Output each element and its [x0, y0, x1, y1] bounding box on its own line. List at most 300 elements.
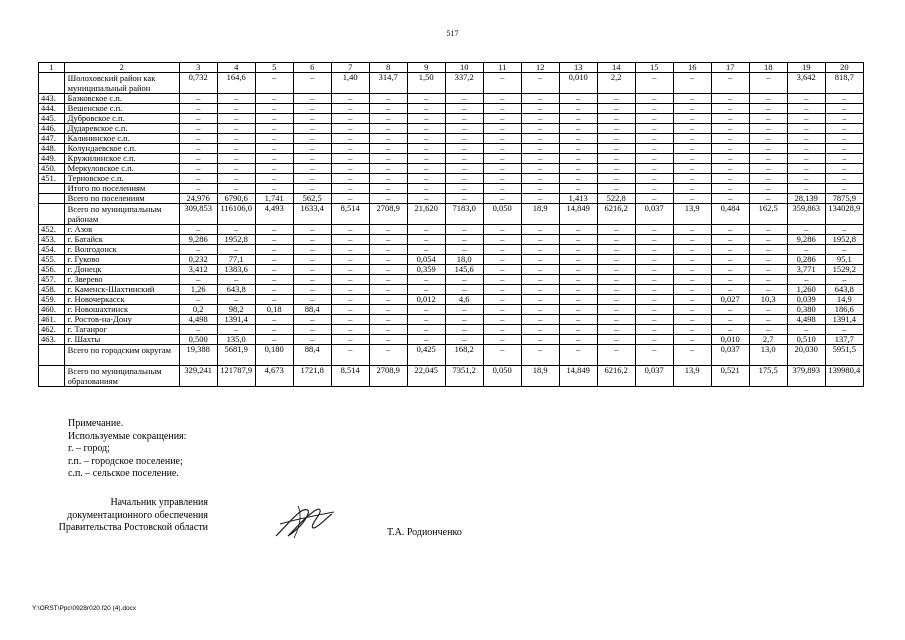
table-cell: –	[521, 194, 559, 204]
table-cell: –	[483, 104, 521, 114]
table-cell: 1383,6	[217, 265, 255, 275]
table-cell: –	[331, 255, 369, 265]
table-cell: –	[255, 174, 293, 184]
row-number	[39, 73, 65, 94]
table-cell: –	[293, 245, 331, 255]
table-cell: –	[597, 144, 635, 154]
table-cell: –	[635, 174, 673, 184]
table-cell: –	[331, 144, 369, 154]
table-cell: –	[559, 225, 597, 235]
table-row	[39, 325, 864, 335]
table-cell: –	[521, 144, 559, 154]
table-cell: –	[597, 265, 635, 275]
table-cell: 0,050	[483, 366, 521, 387]
table-cell: 1,413	[559, 194, 597, 204]
table-cell: –	[521, 285, 559, 295]
table-cell: –	[787, 154, 825, 164]
table-cell: 0,010	[711, 335, 749, 345]
table-cell: –	[331, 225, 369, 235]
table-cell: –	[521, 305, 559, 315]
notes-line: Используемые сокращения:	[68, 430, 187, 442]
table-cell: –	[179, 104, 217, 114]
table-cell: –	[787, 184, 825, 194]
table-cell: –	[407, 184, 445, 194]
table-cell: –	[673, 275, 711, 285]
table-cell: 137,7	[825, 335, 863, 345]
table-cell: –	[673, 285, 711, 295]
table-cell: –	[597, 315, 635, 325]
page-number: 517	[446, 29, 459, 38]
table-row	[39, 345, 864, 366]
table-cell: 18,0	[445, 255, 483, 265]
row-number: 457.	[39, 275, 65, 285]
table-cell: –	[711, 134, 749, 144]
table-cell: –	[483, 73, 521, 94]
table-cell: 1529,2	[825, 265, 863, 275]
table-cell: 0,037	[711, 345, 749, 366]
table-cell: –	[445, 305, 483, 315]
table-cell: –	[787, 245, 825, 255]
table-cell: –	[559, 104, 597, 114]
column-header: 19	[787, 63, 825, 73]
table-cell: –	[369, 295, 407, 305]
table-cell: 8,514	[331, 366, 369, 387]
table-cell: –	[407, 94, 445, 104]
table-row	[39, 335, 864, 345]
row-name: Калининское с.п.	[64, 134, 179, 144]
table-cell: –	[445, 325, 483, 335]
table-cell: 9,286	[787, 235, 825, 245]
row-number: 448.	[39, 144, 65, 154]
table-cell: –	[711, 245, 749, 255]
table-cell: –	[483, 285, 521, 295]
table-cell: 88,4	[293, 345, 331, 366]
table-cell: –	[521, 245, 559, 255]
table-cell: –	[673, 295, 711, 305]
table-cell: –	[369, 235, 407, 245]
row-number	[39, 366, 65, 387]
table-cell: –	[293, 295, 331, 305]
table-cell: –	[445, 104, 483, 114]
table-cell: 116106,0	[217, 204, 255, 225]
table-cell: 134028,9	[825, 204, 863, 225]
table-cell: –	[255, 285, 293, 295]
table-cell: –	[255, 325, 293, 335]
table-cell: –	[711, 305, 749, 315]
table-cell: –	[597, 114, 635, 124]
table-cell: –	[749, 194, 787, 204]
row-name: Терновское с.п.	[64, 174, 179, 184]
table-cell: –	[749, 275, 787, 285]
table-cell: –	[331, 335, 369, 345]
table-cell: –	[483, 154, 521, 164]
table-cell: –	[635, 285, 673, 295]
table-cell: –	[407, 225, 445, 235]
table-cell: –	[445, 114, 483, 124]
table-cell: 643,8	[217, 285, 255, 295]
table-cell: –	[445, 164, 483, 174]
table-cell: –	[749, 285, 787, 295]
table-cell: –	[673, 315, 711, 325]
table-cell: –	[749, 235, 787, 245]
position-line: Начальник управления	[110, 497, 208, 508]
table-cell: –	[711, 194, 749, 204]
table-cell: –	[521, 235, 559, 245]
table-cell: –	[825, 275, 863, 285]
table-cell: –	[825, 144, 863, 154]
row-number	[39, 194, 65, 204]
table-cell: –	[483, 225, 521, 235]
table-cell: –	[255, 144, 293, 154]
table-cell: –	[749, 164, 787, 174]
table-cell: 13,0	[749, 345, 787, 366]
table-cell: –	[787, 275, 825, 285]
table-row	[39, 366, 864, 387]
table-cell: –	[521, 154, 559, 164]
table-cell: –	[407, 335, 445, 345]
table-cell: 1391,4	[825, 315, 863, 325]
table-cell: –	[445, 184, 483, 194]
row-number	[39, 204, 65, 225]
table-cell: –	[635, 265, 673, 275]
table-cell: –	[179, 245, 217, 255]
table-cell: –	[597, 124, 635, 134]
table-cell: 562,5	[293, 194, 331, 204]
table-cell: 1952,8	[217, 235, 255, 245]
table-cell: –	[711, 94, 749, 104]
table-cell: –	[293, 335, 331, 345]
table-cell: –	[217, 164, 255, 174]
table-cell: 5681,9	[217, 345, 255, 366]
column-header: 4	[217, 63, 255, 73]
table-cell: –	[217, 94, 255, 104]
table-cell: 1391,4	[217, 315, 255, 325]
table-cell: 95,1	[825, 255, 863, 265]
row-name: Всего по городским округам	[64, 345, 179, 366]
table-cell: –	[293, 164, 331, 174]
table-cell: –	[711, 124, 749, 134]
table-cell: –	[559, 184, 597, 194]
table-row	[39, 104, 864, 114]
row-name: Меркуловское с.п.	[64, 164, 179, 174]
table-cell: –	[255, 265, 293, 275]
table-cell: 0,510	[787, 335, 825, 345]
table-cell: –	[559, 94, 597, 104]
table-cell: –	[597, 154, 635, 164]
table-cell: –	[217, 325, 255, 335]
table-cell: –	[217, 225, 255, 235]
row-number: 458.	[39, 285, 65, 295]
table-cell: –	[711, 225, 749, 235]
table-cell: –	[673, 164, 711, 174]
table-cell: 19,388	[179, 345, 217, 366]
table-cell: –	[635, 194, 673, 204]
data-table	[38, 62, 864, 387]
table-cell: –	[293, 73, 331, 94]
table-cell: –	[521, 114, 559, 124]
table-cell: –	[635, 73, 673, 94]
table-cell: –	[787, 134, 825, 144]
table-cell: 14,849	[559, 366, 597, 387]
table-cell: –	[749, 134, 787, 144]
table-cell: –	[787, 325, 825, 335]
table-cell: 818,7	[825, 73, 863, 94]
table-cell: –	[597, 275, 635, 285]
table-row	[39, 204, 864, 225]
table-cell: 0,027	[711, 295, 749, 305]
table-cell: –	[825, 134, 863, 144]
table-cell: –	[445, 124, 483, 134]
row-name: г. Донецк	[64, 265, 179, 275]
table-cell: –	[179, 325, 217, 335]
table-cell: –	[331, 265, 369, 275]
table-cell: –	[369, 315, 407, 325]
row-name: Итого по поселениям	[64, 184, 179, 194]
table-cell: 3,412	[179, 265, 217, 275]
table-cell: –	[255, 245, 293, 255]
row-number: 444.	[39, 104, 65, 114]
table-cell: –	[749, 174, 787, 184]
table-cell: –	[635, 154, 673, 164]
table-cell: –	[407, 275, 445, 285]
table-cell: –	[673, 134, 711, 144]
table-cell: –	[673, 225, 711, 235]
table-cell: –	[293, 315, 331, 325]
table-cell: 0,500	[179, 335, 217, 345]
table-cell: –	[749, 73, 787, 94]
table-cell: –	[711, 73, 749, 94]
table-cell: –	[407, 305, 445, 315]
table-cell: –	[559, 325, 597, 335]
column-header: 17	[711, 63, 749, 73]
table-cell: –	[331, 174, 369, 184]
table-cell: –	[369, 104, 407, 114]
table-row	[39, 134, 864, 144]
column-header: 18	[749, 63, 787, 73]
table-cell: 0,037	[635, 366, 673, 387]
table-cell: –	[635, 94, 673, 104]
table-cell: –	[559, 124, 597, 134]
table-cell: –	[179, 134, 217, 144]
table-cell: –	[635, 335, 673, 345]
table-cell: –	[711, 265, 749, 275]
table-cell: –	[711, 285, 749, 295]
table-cell: –	[255, 94, 293, 104]
table-row	[39, 114, 864, 124]
table-cell: 1,260	[787, 285, 825, 295]
table-cell: –	[635, 325, 673, 335]
table-cell: –	[255, 335, 293, 345]
table-cell: 643,8	[825, 285, 863, 295]
row-name: г. Ростов-на-Дону	[64, 315, 179, 325]
table-cell: –	[369, 345, 407, 366]
row-number: 445.	[39, 114, 65, 124]
table-cell: 522,8	[597, 194, 635, 204]
table-cell: 1633,4	[293, 204, 331, 225]
row-number: 446.	[39, 124, 65, 134]
table-cell: 7183,0	[445, 204, 483, 225]
table-cell: –	[369, 305, 407, 315]
table-cell: –	[179, 275, 217, 285]
column-header: 12	[521, 63, 559, 73]
table-cell: –	[711, 235, 749, 245]
table-cell: –	[597, 335, 635, 345]
table-cell: 2708,9	[369, 204, 407, 225]
table-cell: –	[407, 154, 445, 164]
table-cell: –	[217, 134, 255, 144]
table-cell: –	[749, 305, 787, 315]
table-cell: –	[559, 315, 597, 325]
row-name: г. Гуково	[64, 255, 179, 265]
table-cell: 4,6	[445, 295, 483, 305]
table-cell: –	[673, 174, 711, 184]
table-row	[39, 194, 864, 204]
table-cell: –	[673, 184, 711, 194]
column-header: 11	[483, 63, 521, 73]
table-cell: –	[293, 235, 331, 245]
table-cell: –	[217, 144, 255, 154]
table-cell: 0,18	[255, 305, 293, 315]
table-cell: –	[483, 305, 521, 315]
table-cell: –	[749, 325, 787, 335]
table-cell: 359,863	[787, 204, 825, 225]
table-cell: –	[445, 275, 483, 285]
table-cell: –	[597, 305, 635, 315]
table-cell: –	[331, 94, 369, 104]
row-name: Всего по муниципальным районам	[64, 204, 179, 225]
row-name: Шолоховский район как муниципальный район	[64, 73, 179, 94]
table-cell: 0,232	[179, 255, 217, 265]
table-cell: 3,771	[787, 265, 825, 275]
table-cell: –	[559, 114, 597, 124]
row-name: Дударевское с.п.	[64, 124, 179, 134]
table-cell: 10,3	[749, 295, 787, 305]
table-cell: –	[179, 164, 217, 174]
table-cell: –	[445, 235, 483, 245]
table-cell: 0,2	[179, 305, 217, 315]
row-number	[39, 345, 65, 366]
table-cell: –	[825, 164, 863, 174]
table-cell: –	[559, 245, 597, 255]
table-cell: –	[369, 225, 407, 235]
table-cell: –	[293, 174, 331, 184]
table-row	[39, 275, 864, 285]
table-cell: 186,6	[825, 305, 863, 315]
table-cell: –	[331, 285, 369, 295]
row-number: 449.	[39, 154, 65, 164]
table-cell: –	[673, 305, 711, 315]
table-cell: –	[331, 235, 369, 245]
table-cell: –	[597, 245, 635, 255]
table-cell: –	[559, 265, 597, 275]
table-cell: 20,030	[787, 345, 825, 366]
table-cell: –	[445, 144, 483, 154]
column-header: 13	[559, 63, 597, 73]
row-name: г. Каменск-Шахтинский	[64, 285, 179, 295]
table-row	[39, 255, 864, 265]
column-header: 16	[673, 63, 711, 73]
notes-line: г.п. – городское поселение;	[68, 455, 183, 467]
table-cell: –	[293, 265, 331, 275]
table-cell: –	[673, 114, 711, 124]
table-cell: –	[711, 174, 749, 184]
table-cell: –	[749, 154, 787, 164]
table-cell: 6216,2	[597, 204, 635, 225]
table-cell: –	[293, 275, 331, 285]
table-cell: –	[483, 345, 521, 366]
table-cell: –	[331, 325, 369, 335]
table-cell: –	[635, 144, 673, 154]
table-cell: –	[749, 265, 787, 275]
table-cell: –	[369, 245, 407, 255]
table-cell: 135,0	[217, 335, 255, 345]
row-name: Вешенское с.п.	[64, 104, 179, 114]
table-cell: 168,2	[445, 345, 483, 366]
row-name: Колундаевское с.п.	[64, 144, 179, 154]
table-cell: –	[597, 184, 635, 194]
table-cell: –	[635, 104, 673, 114]
table-cell: –	[255, 164, 293, 174]
table-cell: –	[635, 114, 673, 124]
table-cell: –	[521, 345, 559, 366]
column-header: 15	[635, 63, 673, 73]
table-cell: 0,484	[711, 204, 749, 225]
table-cell: –	[445, 134, 483, 144]
table-cell: –	[179, 225, 217, 235]
table-cell: –	[255, 235, 293, 245]
position-line: документационного обеспечения	[67, 509, 208, 521]
table-cell: –	[635, 184, 673, 194]
table-cell: 314,7	[369, 73, 407, 94]
column-header: 9	[407, 63, 445, 73]
table-cell: –	[255, 124, 293, 134]
table-cell: –	[597, 235, 635, 245]
table-cell: –	[749, 184, 787, 194]
table-cell: –	[673, 265, 711, 275]
row-number: 461.	[39, 315, 65, 325]
table-cell: –	[483, 174, 521, 184]
table-cell: –	[597, 225, 635, 235]
row-name: Дубровское с.п.	[64, 114, 179, 124]
table-cell: –	[673, 124, 711, 134]
row-number: 452.	[39, 225, 65, 235]
table-cell: –	[673, 345, 711, 366]
table-cell: –	[331, 295, 369, 305]
row-name: Всего по муниципальным образованиям	[64, 366, 179, 387]
row-number: 451.	[39, 174, 65, 184]
table-cell: –	[483, 134, 521, 144]
table-cell: 0,039	[787, 295, 825, 305]
table-cell: 1721,8	[293, 366, 331, 387]
table-cell: –	[749, 114, 787, 124]
table-cell: –	[483, 124, 521, 134]
table-cell: –	[521, 295, 559, 305]
table-cell: 2708,9	[369, 366, 407, 387]
row-name: г. Таганрог	[64, 325, 179, 335]
table-cell: –	[673, 194, 711, 204]
table-cell: –	[521, 315, 559, 325]
table-cell: 0,425	[407, 345, 445, 366]
table-cell: –	[483, 114, 521, 124]
table-cell: 22,045	[407, 366, 445, 387]
table-cell: –	[255, 295, 293, 305]
table-cell: 14,9	[825, 295, 863, 305]
table-cell: –	[597, 325, 635, 335]
table-cell: –	[217, 174, 255, 184]
table-cell: –	[749, 225, 787, 235]
table-cell: –	[559, 285, 597, 295]
table-cell: 0,050	[483, 204, 521, 225]
